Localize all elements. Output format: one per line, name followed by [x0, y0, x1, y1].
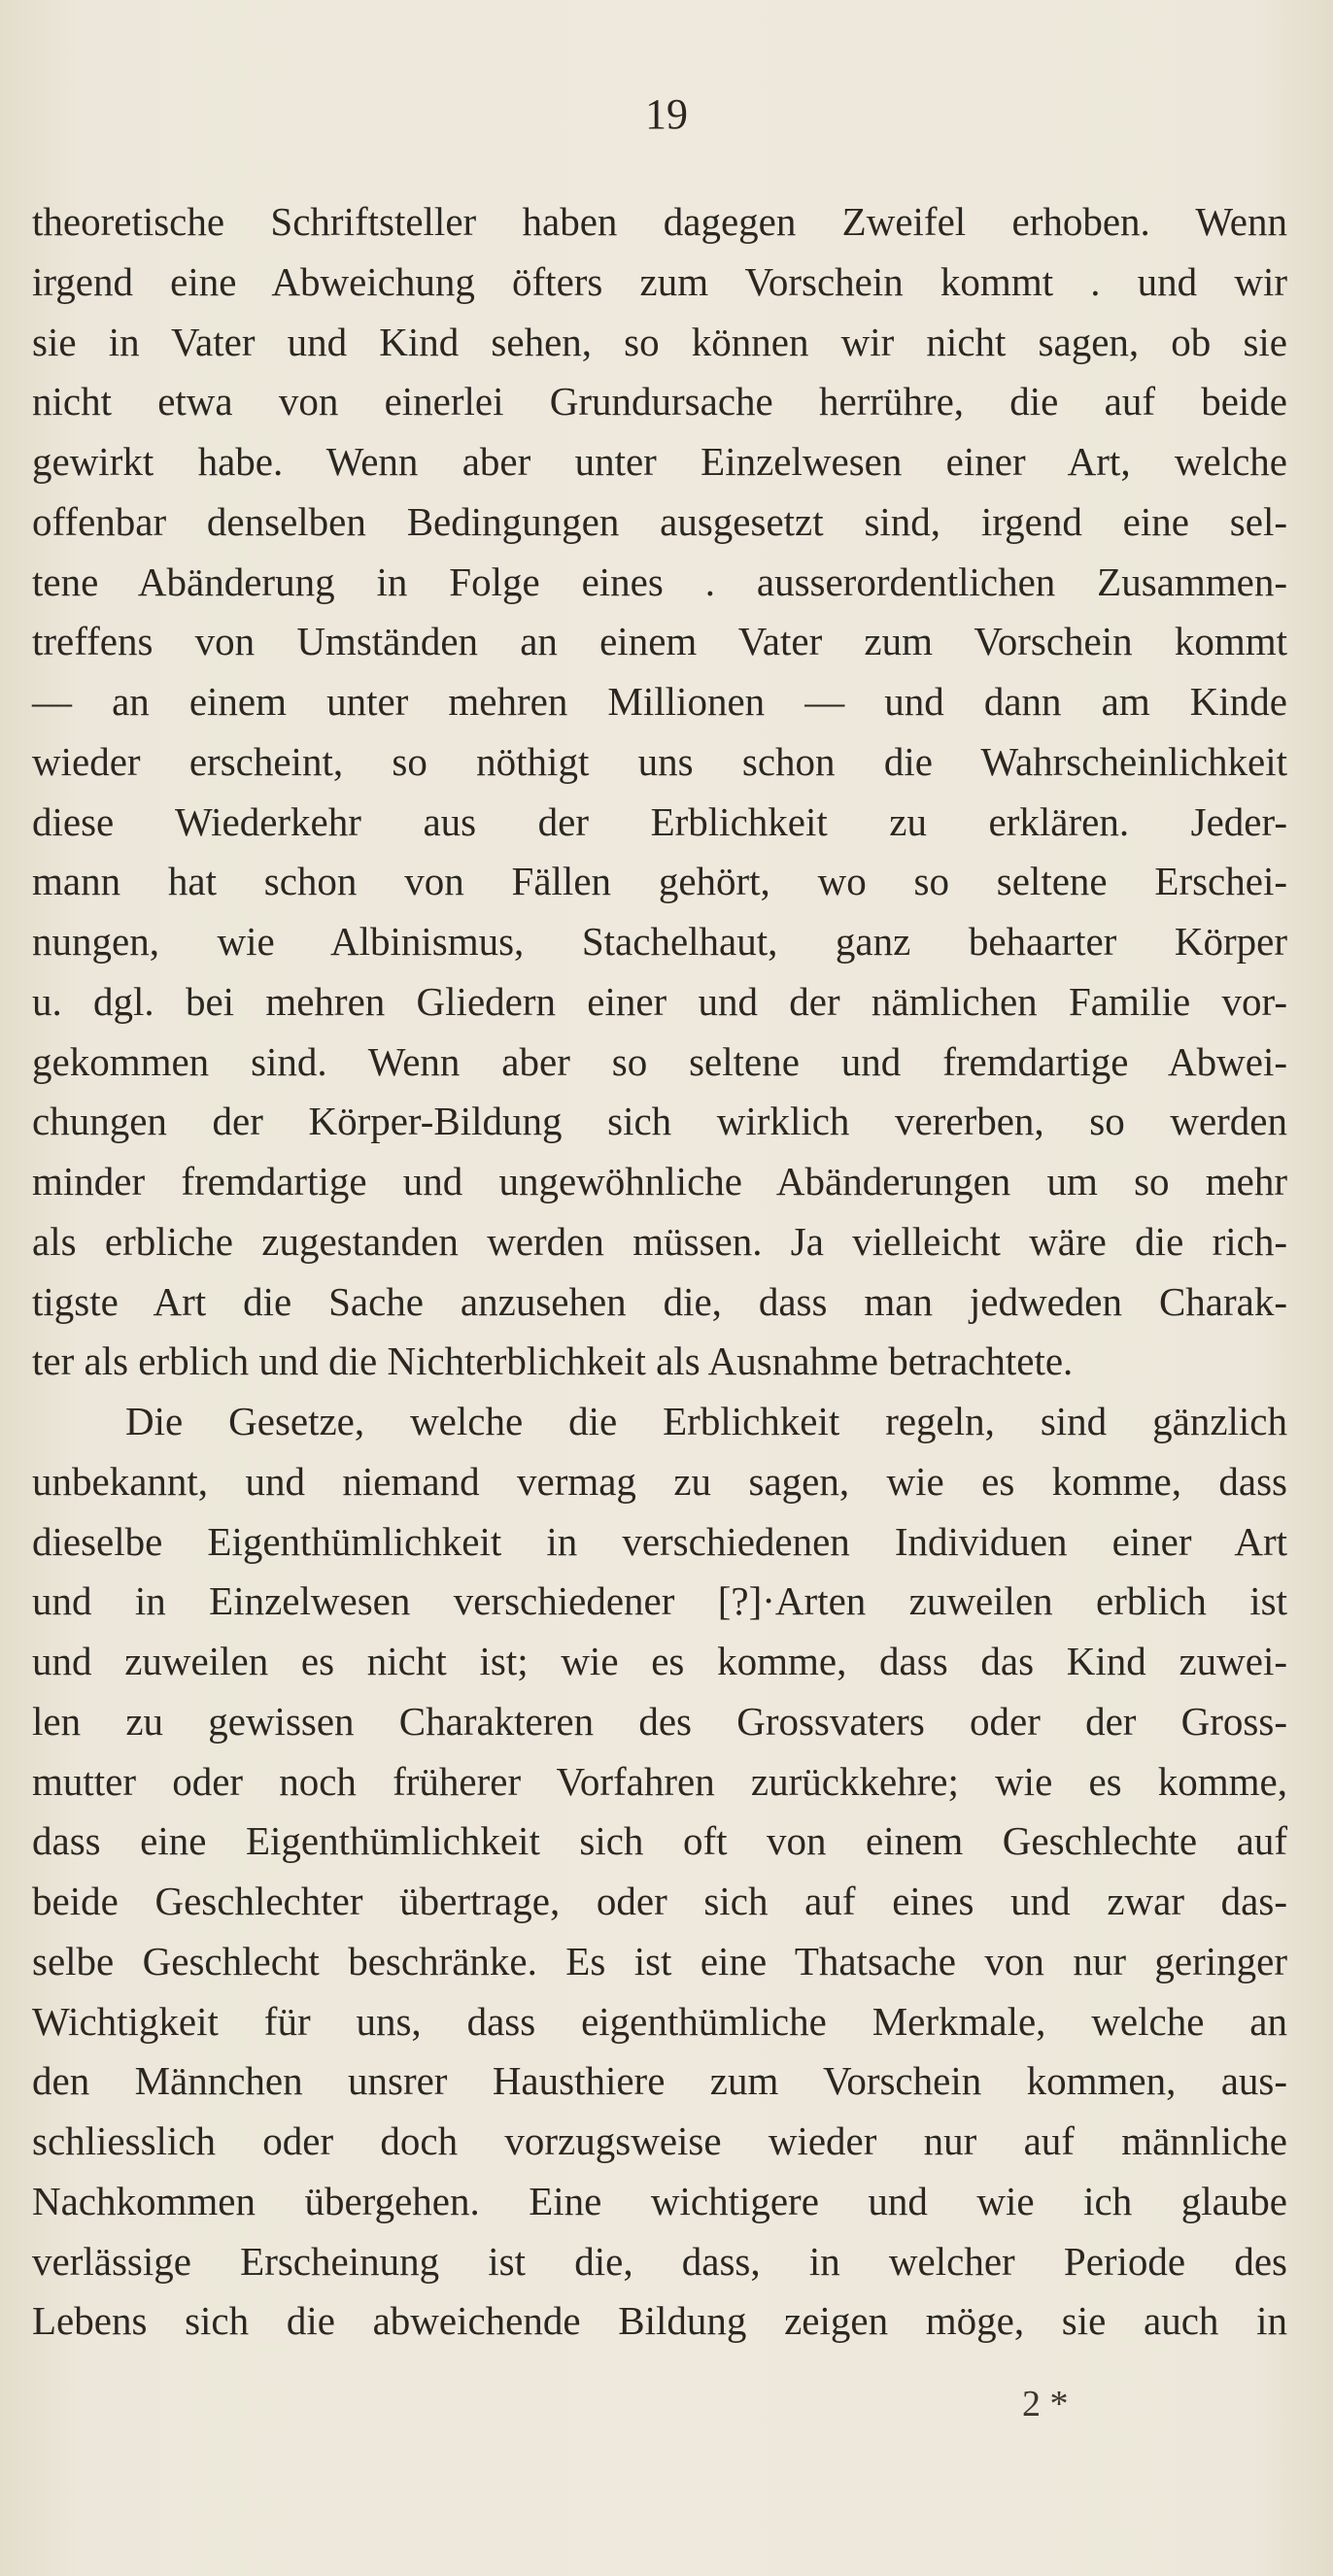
text-line: wieder erscheint, so nöthigt uns schon die Wahrscheinlichkeit	[32, 738, 1287, 784]
text-line: offenbar denselben Bedingungen ausgesetzt sind, irgend eine sel-	[32, 498, 1287, 544]
text-line: tigste Art die Sache anzusehen die, dass man jedweden Charak-	[32, 1278, 1287, 1324]
text-line: dieselbe Eigenthümlichkeit in verschiedenen Individuen einer Art	[32, 1518, 1287, 1564]
text-line: unbekannt, und niemand vermag zu sagen, wie es komme, dass	[32, 1458, 1287, 1504]
text-line: und zuweilen es nicht ist; wie es komme, dass das Kind zuwei-	[32, 1639, 1287, 1683]
text-line: dass eine Eigenthümlichkeit sich oft von einem Geschlechte auf	[32, 1818, 1287, 1864]
page-number: 19	[645, 90, 688, 138]
text-line: gewirkt habe. Wenn aber unter Einzelwesen einer Art, welche	[32, 439, 1287, 484]
body-text	[32, 192, 1287, 2352]
text-line: den Männchen unsrer Hausthiere zum Vorschein kommen, aus-	[32, 2058, 1287, 2104]
text-line: treffens von Umständen an einem Vater zum Vorschein kommt	[32, 619, 1287, 664]
paragraph-start-line: Die Gesetze, welche die Erblichkeit regeln, sind gänzlich	[125, 1399, 1287, 1443]
text-line: theoretische Schriftsteller haben dagegen Zweifel erhoben. Wenn	[32, 199, 1287, 244]
text-line: chungen der Körper-Bildung sich wirklich vererben, so werden	[32, 1099, 1287, 1144]
text-line: beide Geschlechter übertrage, oder sich auf eines und zwar das-	[32, 1879, 1287, 1923]
text-line: gekommen sind. Wenn aber so seltene und fremdartige Abwei-	[32, 1038, 1287, 1084]
text-line: und in Einzelwesen verschiedener [?]·Arten zuweilen erblich ist	[32, 1578, 1287, 1624]
text-line: verlässige Erscheinung ist die, dass, in welcher Periode des	[32, 2238, 1287, 2284]
text-line: tene Abänderung in Folge eines . ausserordentlichen Zusammen-	[32, 559, 1287, 604]
text-line: nungen, wie Albinismus, Stachelhaut, ganz behaarter Körper	[32, 919, 1287, 964]
text-line: Nachkommen übergehen. Eine wichtigere und wie ich glaube	[32, 2178, 1287, 2223]
text-line: als erbliche zugestanden werden müssen. Ja vielleicht wäre die rich-	[32, 1218, 1287, 1264]
text-line: len zu gewissen Charakteren des Grossvaters oder der Gross-	[32, 1698, 1287, 1744]
text-line: u. dgl. bei mehren Gliedern einer und der nämlichen Familie vor-	[32, 978, 1287, 1024]
text-line: irgend eine Abweichung öfters zum Vorschein kommt . und wir	[32, 258, 1287, 304]
text-line: nicht etwa von einerlei Grundursache herrühre, die auf beide	[32, 379, 1287, 424]
text-line: selbe Geschlecht beschränke. Es ist eine Thatsache von nur geringer	[32, 1938, 1287, 1983]
text-line: mutter oder noch früherer Vorfahren zurückkehre; wie es komme,	[32, 1758, 1287, 1804]
text-line: sie in Vater und Kind sehen, so können wir nicht sagen, ob sie	[32, 319, 1287, 364]
text-line: diese Wiederkehr aus der Erblichkeit zu erklären. Jeder-	[32, 798, 1287, 844]
text-line: ter als erblich und die Nichterblichkeit als Ausnahme betrachtete.	[32, 1339, 1074, 1384]
text-line: Lebens sich die abweichende Bildung zeigen möge, sie auch in	[32, 2298, 1287, 2344]
text-line: minder fremdartige und ungewöhnliche Abänderungen um so mehr	[32, 1159, 1287, 1203]
printer-signature-mark: 2 *	[1022, 2384, 1069, 2424]
text-line: Wichtigkeit für uns, dass eigenthümliche Merkmale, welche an	[32, 1998, 1287, 2044]
text-line: mann hat schon von Fällen gehört, wo so seltene Erschei-	[32, 859, 1287, 904]
text-line: schliesslich oder doch vorzugsweise wieder nur auf männliche	[32, 2118, 1287, 2163]
text-line: — an einem unter mehren Millionen — und dann am Kinde	[32, 679, 1287, 724]
